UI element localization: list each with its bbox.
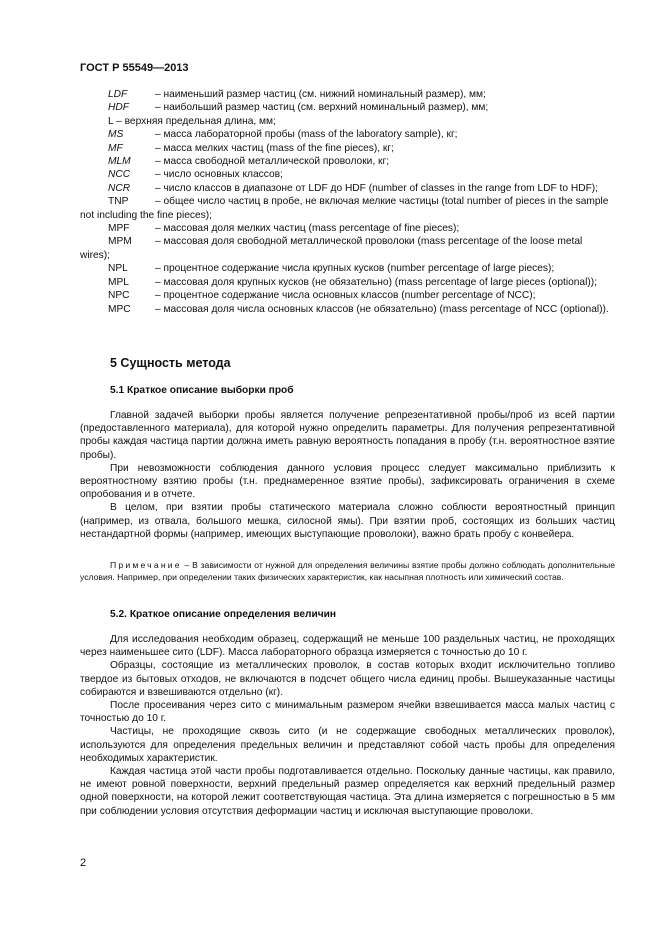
definition-item: [80, 276, 615, 289]
definition-text: – общее число частиц в пробе, не включая мелкие частицы (total number of pieces in the sample not including the fine pieces);: [80, 196, 609, 221]
definition-abbr: HDF: [108, 102, 129, 114]
definition-item: [80, 142, 615, 155]
paragraph: Главной задачей выборки пробы является получение репрезентативной пробы/проб из всей партии (предоставленного материала), для которой нужно определить параметры. Для получения репрезентативной пробы каждая частица партии должна иметь равную вероятность попадания в пробу (т.н. вероятностное взятие пробы).: [80, 410, 615, 461]
definition-item: [80, 195, 615, 222]
definition-text: L – верхняя предельная длина, мм;: [108, 115, 276, 127]
definition-text: – наименьший размер частиц (см. нижний номинальный размер), мм;: [155, 89, 486, 100]
section-5-1-title: 5.1 Краткое описание выборки проб: [110, 385, 294, 396]
note-label: Примечание: [110, 560, 182, 570]
definition-text: – масса лабораторной пробы (mass of the laboratory sample), кг;: [155, 129, 458, 141]
definition-text: – массовая доля крупных кусков (не обязательно) (mass percentage of large pieces (optional));: [155, 276, 597, 288]
definition-abbr: MPL: [108, 276, 129, 288]
definition-abbr: MPM: [108, 236, 132, 248]
definition-abbr: NPC: [108, 290, 130, 302]
definition-text: – процентное содержание числа крупных кусков (number percentage of large pieces);: [155, 263, 555, 275]
definition-item: [80, 128, 615, 141]
paragraph: Для исследования необходим образец, содержащий не меньше 100 раздельных частиц, не проходящих через наименьшее сито (LDF). Масса лабораторного образца измеряется с точностью до 10 г.: [80, 634, 615, 659]
page-number: 2: [80, 857, 87, 869]
definition-item: [80, 101, 615, 114]
definition-text: – массовая доля числа основных классов (не обязательно) (mass percentage of NCC (optional)).: [155, 303, 609, 315]
definition-abbr: NCC: [108, 169, 131, 181]
definitions-list: [80, 88, 615, 316]
definition-abbr: MLM: [108, 156, 131, 168]
definition-text: – массовая доля свободной металлической проволоки (mass percentage of the loose metal wires);: [80, 236, 583, 261]
section-5-1-body: [80, 409, 615, 541]
standard-header: ГОСТ Р 55549—2013: [80, 62, 189, 74]
paragraph: При невозможности соблюдения данного условия процесс следует максимально приблизить к вероятностному взятию пробы (т.н. преднамеренное взятие пробы), зафиксировать ограничения в схеме опробования и в отчете.: [80, 462, 615, 501]
paragraph: В целом, при взятии пробы статического материала сложно соблюсти вероятностный принцип (например, из отвала, большого мешка, силосной ямы). При взятии проб, состоящих из больших частиц нестандартной формы (например, имеющих выступающие проволоки), важно брать пробу с конвейера.: [80, 502, 615, 540]
note-text: – В зависимости от нужной для определения величины взятие пробы должно соблюдать дополнительные условия. Например, при определении таких физических характеристик, как насыпная плотность или химический состав.: [80, 560, 615, 582]
definition-abbr: MPC: [108, 303, 131, 315]
definition-item: [80, 222, 615, 235]
definition-item: [80, 262, 615, 275]
paragraph: После просеивания через сито с минимальным размером ячейки взвешивается масса малых частиц с точностью до 10 г.: [80, 700, 615, 725]
definition-item: [80, 88, 615, 101]
definition-abbr: MS: [108, 129, 124, 141]
definition-item: [80, 289, 615, 302]
paragraph: Частицы, не проходящие сквозь сито (и не содержащие свободных металлических проволок), используются для определения предельных величин и представляют собой часть пробы для определения необходимых характеристик.: [80, 726, 615, 764]
definition-item: [80, 303, 615, 316]
definition-abbr: LDF: [108, 89, 128, 100]
definition-text: – процентное содержание числа основных классов (number percentage of NCC);: [155, 290, 536, 302]
note: [80, 560, 615, 583]
definition-abbr: MPF: [108, 223, 130, 235]
definition-abbr: NPL: [108, 263, 128, 275]
definition-abbr: MF: [108, 142, 123, 154]
definition-text: – наибольший размер частиц (см. верхний номинальный размер), мм;: [155, 102, 489, 114]
definition-text: – число классов в диапазоне от LDF до HDF (number of classes in the range from LDF to HDF);: [155, 182, 599, 194]
definition-item: [80, 182, 615, 195]
definition-item: [80, 115, 615, 128]
section-5-2-body: [80, 633, 615, 818]
definition-text: – массовая доля мелких частиц (mass percentage of fine pieces);: [155, 223, 460, 235]
definition-item: [80, 235, 615, 262]
definition-item: [80, 155, 615, 168]
definition-abbr: TNP: [108, 196, 129, 208]
section-5-2-title: 5.2. Краткое описание определения величин: [110, 609, 337, 620]
paragraph: Образцы, состоящие из металлических проволок, в состав которых входит исключительно топливо твердое из бытовых отходов, не включаются в подсчет общего числа единиц пробы. Вышеуказанные частицы собираются и взвешиваются отдельно (кг).: [80, 660, 615, 698]
definition-text: – масса мелких частиц (mass of the fine pieces), кг;: [155, 142, 394, 154]
definition-text: – масса свободной металлической проволоки, кг;: [155, 156, 390, 168]
definition-abbr: NCR: [108, 182, 131, 194]
definition-text: – число основных классов;: [155, 169, 283, 181]
definition-item: [80, 168, 615, 181]
section-5-title: 5 Сущность метода: [110, 356, 231, 370]
paragraph: Каждая частица этой части пробы подготавливается отдельно. Поскольку данные частицы, как правило, не имеют ровной поверхности, верхний предельный размер определяется как верхний предельный размер одной поверхности, на которой лежит соответствующая частица. Эта длина измеряется с погрешностью в 5 мм при соблюдении условия отсутствия деформации частиц и исключая выступающие проволоки.: [80, 766, 615, 817]
